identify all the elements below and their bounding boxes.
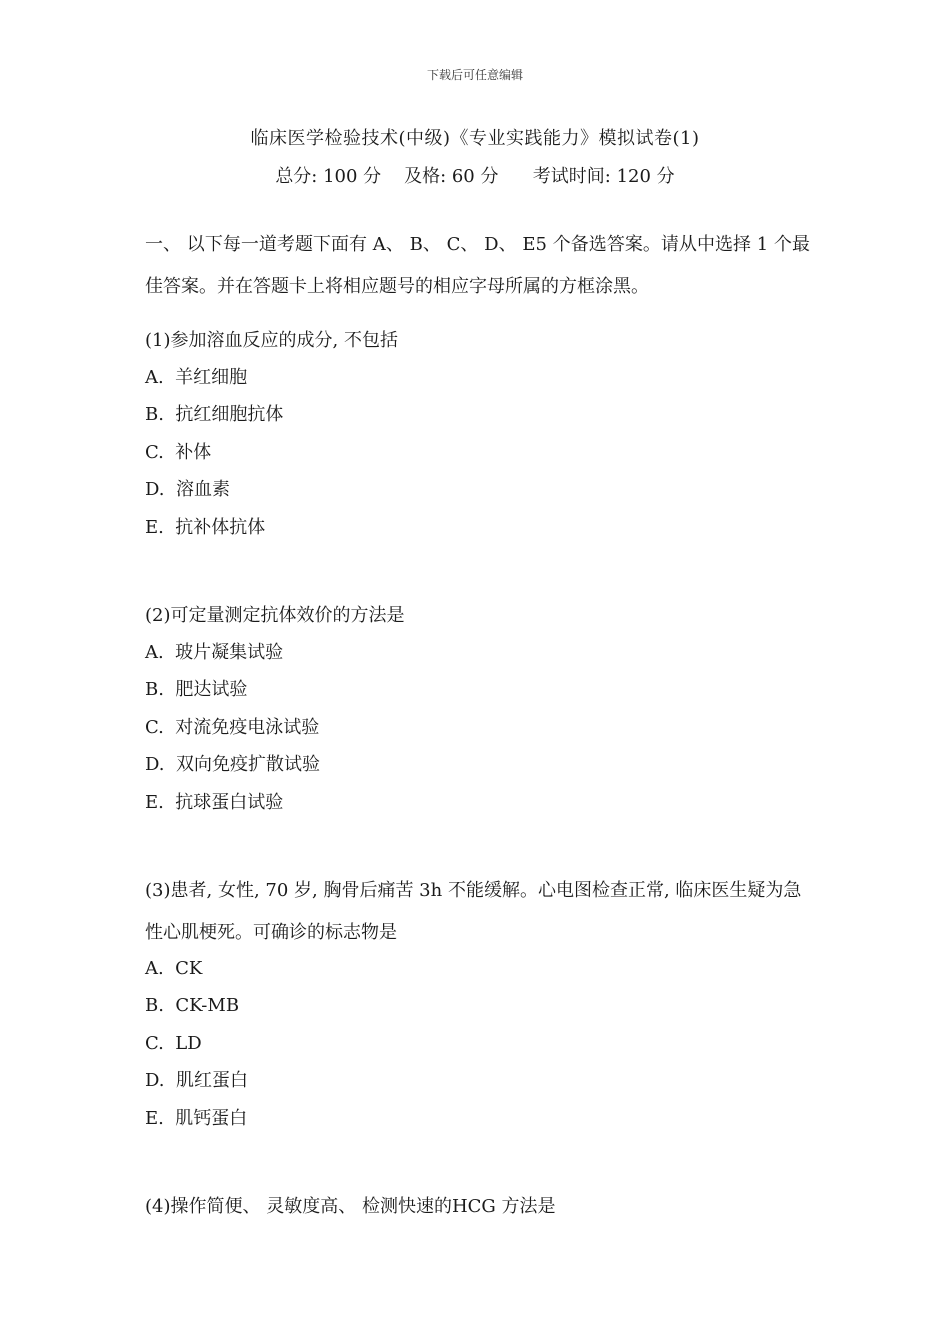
question-3-option-e: E. 肌钙蛋白	[145, 1108, 248, 1129]
exam-meta: 总分: 100 分 及格: 60 分 考试时间: 120 分	[275, 166, 675, 187]
question-3-option-c: C. LD	[145, 1033, 202, 1054]
question-2-option-d: D. 双向免疫扩散试验	[145, 754, 320, 775]
question-1-option-d: D. 溶血素	[145, 479, 230, 500]
header-note: 下载后可任意编辑	[426, 68, 523, 82]
section-instructions: 一、 以下每一道考题下面有 A、 B、 C、 D、 E5 个备选答案。请从中选择 1 个最佳答案。并在答题卡上将相应题号的相应字母所属的方框涂黑。	[145, 234, 810, 297]
question-3-option-a: A. CK	[145, 958, 203, 979]
question-3-stem: (3)患者, 女性, 70 岁, 胸骨后痛苦 3h 不能缓解。心电图检查正常, 临床医生疑为急性心肌梗死。可确诊的标志物是	[145, 880, 802, 943]
question-2-option-b: B. 肥达试验	[145, 679, 248, 700]
question-1-option-e: E. 抗补体抗体	[145, 517, 266, 538]
question-3-option-b: B. CK-MB	[145, 995, 240, 1016]
question-1-option-c: C. 补体	[145, 442, 212, 463]
question-1-option-a: A. 羊红细胞	[145, 367, 248, 388]
question-4-stem: (4)操作简便、 灵敏度高、 检测快速的HCG 方法是	[145, 1196, 556, 1217]
question-1-stem: (1)参加溶血反应的成分, 不包括	[145, 330, 398, 351]
exam-title: 临床医学检验技术(中级)《专业实践能力》模拟试卷(1)	[250, 128, 700, 149]
question-2-stem: (2)可定量测定抗体效价的方法是	[145, 605, 405, 626]
question-1-option-b: B. 抗红细胞抗体	[145, 404, 284, 425]
question-2-option-a: A. 玻片凝集试验	[145, 642, 284, 663]
question-2-option-c: C. 对流免疫电泳试验	[145, 717, 320, 738]
question-3-option-d: D. 肌红蛋白	[145, 1070, 248, 1091]
question-2-option-e: E. 抗球蛋白试验	[145, 792, 284, 813]
